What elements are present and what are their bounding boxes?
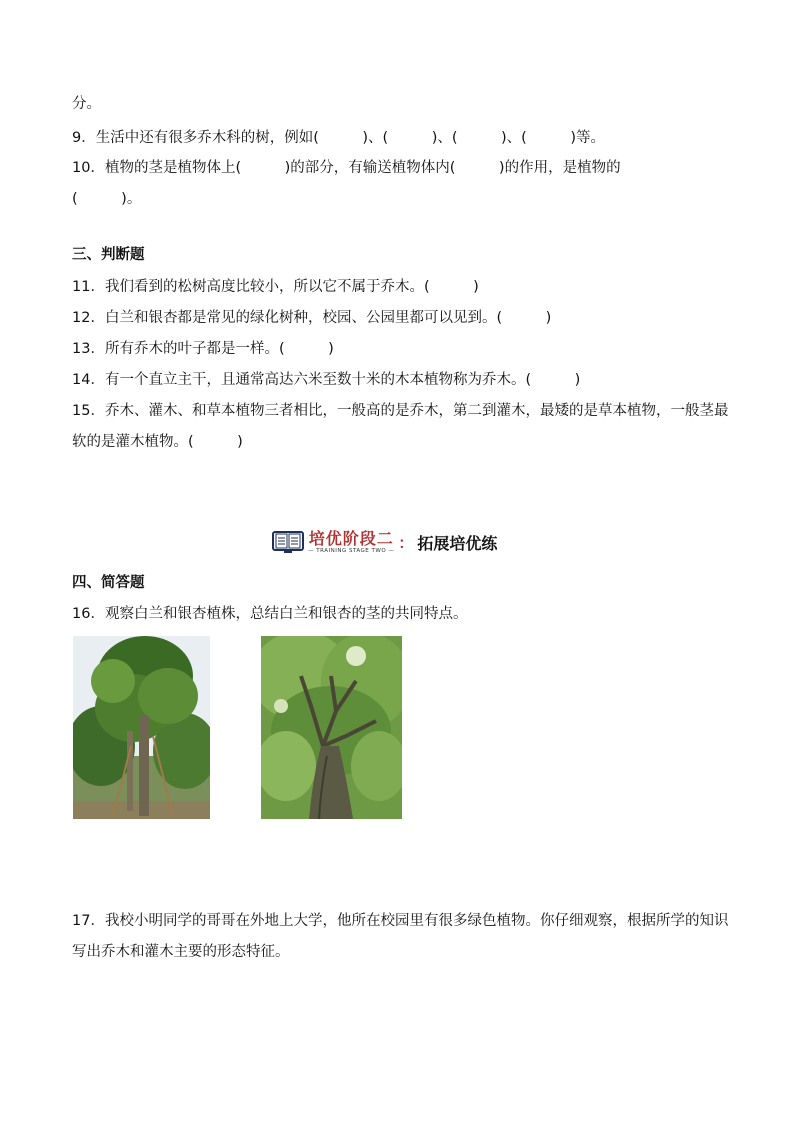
question-12: 12．白兰和银杏都是常见的绿化树种，校园、公园里都可以见到。( ) [72,310,552,326]
ginkgo-tree-photo [261,636,402,819]
magnolia-tree-photo [73,636,210,819]
banner-subtitle: — TRAINING STAGE TWO — [308,547,395,554]
question-11: 11．我们看到的松树高度比较小，所以它不属于乔木。( ) [72,279,479,295]
question-9: 9．生活中还有很多乔木科的树，例如( )、( )、( )、( )等。 [72,130,605,146]
question-15: 15．乔木、灌木、和草本植物三者相比，一般高的是乔木，第二到灌木，最矮的是草本植物，一般茎最软的是灌木植物。( ) [72,403,729,450]
banner-separator: ： [398,533,414,552]
book-icon [272,529,304,555]
question-10: 10．植物的茎是植物体上( )的部分，有输送植物体内( )的作用，是植物的 [72,160,621,176]
section-heading-judgement: 三、判断题 [72,247,145,263]
section-heading-short-answer: 四、简答题 [72,575,145,591]
line-fragment: 分。 [72,96,101,112]
question-13: 13．所有乔木的叶子都是一样。( ) [72,341,334,357]
stage-banner [272,528,497,556]
question-16: 16．观察白兰和银杏植株，总结白兰和银杏的茎的共同特点。 [72,606,468,622]
question-14: 14．有一个直立主干，且通常高达六米至数十米的木本植物称为乔木。( ) [72,372,581,388]
question-17: 17．我校小明同学的哥哥在外地上大学，他所在校园里有很多绿色植物。你仔细观察，根据所学的知识写出乔木和灌木主要的形态特征。 [72,913,729,960]
banner-right-title: 拓展培优练 [417,533,498,553]
banner-title: 培优阶段二 [308,528,394,548]
banner-title-group [308,530,394,555]
question-10-continued: ( )。 [72,191,142,207]
